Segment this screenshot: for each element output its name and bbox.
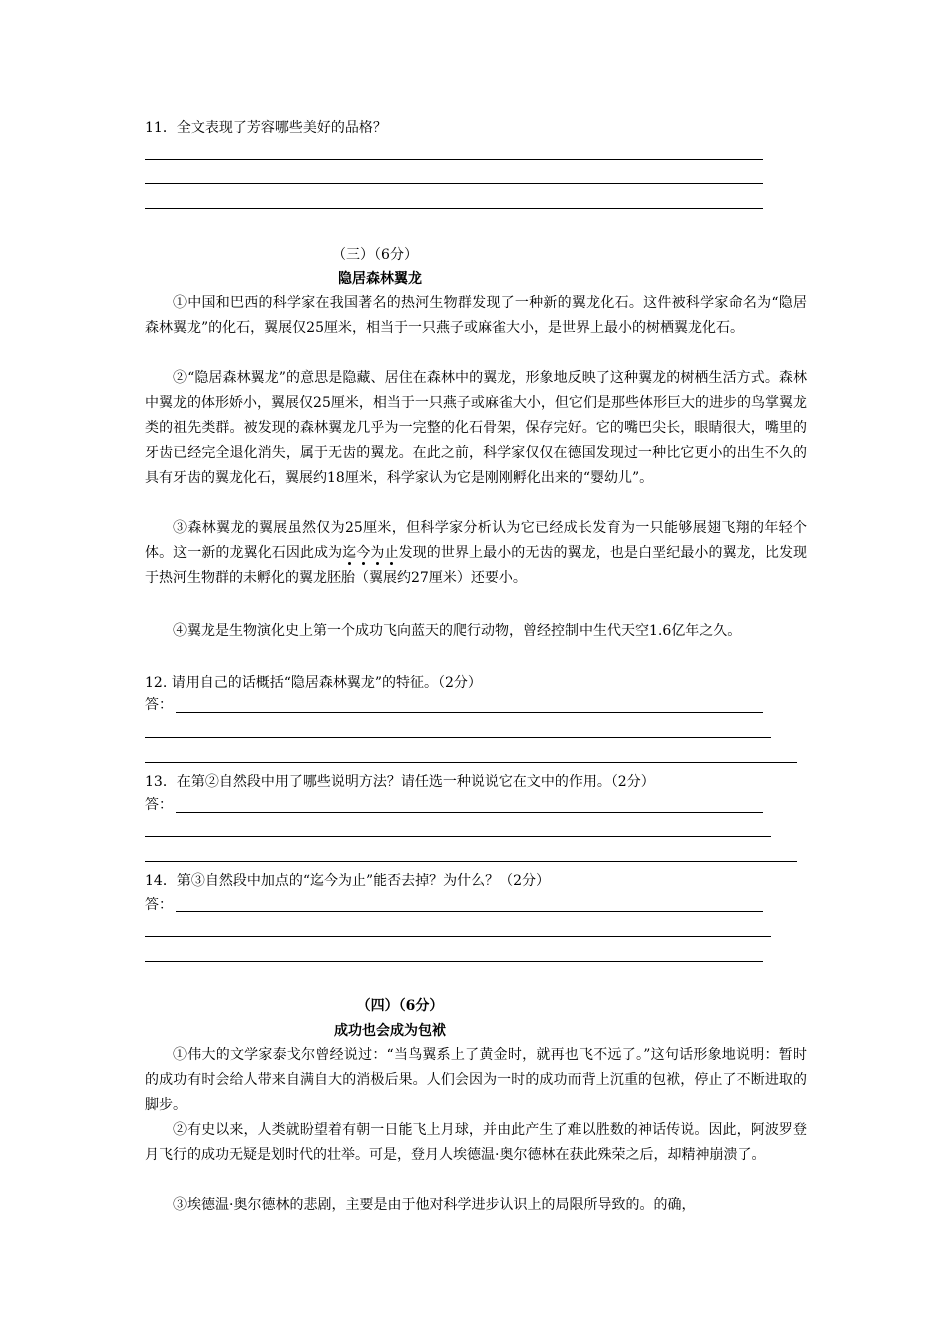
question-12: 12. 请用自己的话概括“隐居森林翼龙”的特征。（2分） [145, 675, 482, 691]
answer-line[interactable] [145, 208, 763, 209]
answer-line[interactable] [145, 936, 771, 937]
answer-line[interactable] [145, 159, 763, 160]
section-3-paragraph-4: ④翼龙是生物演化史上第一个成功飞向蓝天的爬行动物，曾经控制中生代天空1.6亿年之久。 [173, 623, 742, 639]
question-13: 13．在第②自然段中用了哪些说明方法？请任选一种说说它在文中的作用。（2分） [145, 774, 655, 790]
emphasized-char: 止 [384, 545, 399, 561]
answer-line[interactable] [176, 712, 763, 713]
answer-label: 答： [145, 697, 173, 713]
section-3-heading: （三）（6分） [332, 247, 418, 263]
section-4-paragraph-2: ②有史以来，人类就盼望着有朝一日能飞上月球，并由此产生了难以胜数的神话传说。因此，阿波罗登月飞行的成功无疑是划时代的壮举。可是，登月人埃德温·奥尔德林在获此殊荣之后，却精神崩溃了。 [145, 1122, 807, 1163]
answer-line[interactable] [176, 911, 763, 912]
section-3-paragraph-1: ①中国和巴西的科学家在我国著名的热河生物群发现了一种新的翼龙化石。这件被科学家命名为“隐居森林翼龙”的化石，翼展仅25厘米，相当于一只燕子或麻雀大小，是世界上最小的树栖翼龙化石。 [145, 295, 807, 336]
question-11: 11．全文表现了芳容哪些美好的品格？ [145, 120, 387, 136]
section-4-heading: （四）（6分） [356, 998, 444, 1014]
emphasized-phrase [342, 545, 398, 561]
section-3-paragraph-3 [145, 516, 807, 591]
emphasized-char: 为 [370, 545, 385, 561]
section-4-paragraph-3: ③埃德温·奥尔德林的悲剧，主要是由于他对科学进步认识上的局限所导致的。的确， [173, 1197, 696, 1213]
answer-label: 答： [145, 797, 173, 813]
answer-line[interactable] [145, 183, 763, 184]
emphasized-char: 迄 [342, 545, 357, 561]
answer-line[interactable] [145, 961, 763, 962]
emphasized-char: 今 [356, 545, 371, 561]
paragraph-text: 发现的世界上最小的无齿的翼龙，也是白垩纪最小的翼龙，比发现于热河生物群的未孵化的翼龙胚胎（翼展约27厘米）还要小。 [145, 545, 808, 586]
answer-label: 答： [145, 897, 173, 913]
section-4-title: 成功也会成为包袱 [334, 1023, 446, 1039]
section-3-paragraph-2: ②“隐居森林翼龙”的意思是隐藏、居住在森林中的翼龙，形象地反映了这种翼龙的树栖生活方式。森林中翼龙的体形娇小，翼展仅25厘米，相当于一只燕子或麻雀大小，但它们是那些体形巨大的进步的鸟掌翼龙类的祖先类群。被发现的森林翼龙几乎为一完整的化石骨架，保存完好。它的嘴巴尖长，眼睛很大，嘴里的牙齿已经完全退化消失，属于无齿的翼龙。在此之前，科学家仅仅在德国发现过一种比它更小的出生不久的具有牙齿的翼龙化石，翼展约18厘米，科学家认为它是刚刚孵化出来的“婴幼儿”。 [145, 370, 807, 486]
section-3-title: 隐居森林翼龙 [338, 271, 422, 287]
paragraph-text: ③森林翼龙的翼展虽然仅为25厘米，但科学家分析认为它已经成长发育为一只能够展翅飞翔的年轻个体。这一新的龙翼化石因此成为 [145, 520, 807, 561]
answer-line[interactable] [145, 737, 771, 738]
question-14: 14．第③自然段中加点的“迄今为止”能否去掉？为什么？（2分） [145, 873, 551, 889]
answer-line[interactable] [145, 861, 797, 862]
answer-line[interactable] [176, 812, 763, 813]
answer-line[interactable] [145, 762, 797, 763]
section-4-paragraph-1: ①伟大的文学家泰戈尔曾经说过：“当鸟翼系上了黄金时，就再也飞不远了。”这句话形象地说明：暂时的成功有时会给人带来自满自大的消极后果。人们会因为一时的成功而背上沉重的包袱，停止了不断进取的脚步。 [145, 1047, 807, 1113]
answer-line[interactable] [145, 836, 771, 837]
